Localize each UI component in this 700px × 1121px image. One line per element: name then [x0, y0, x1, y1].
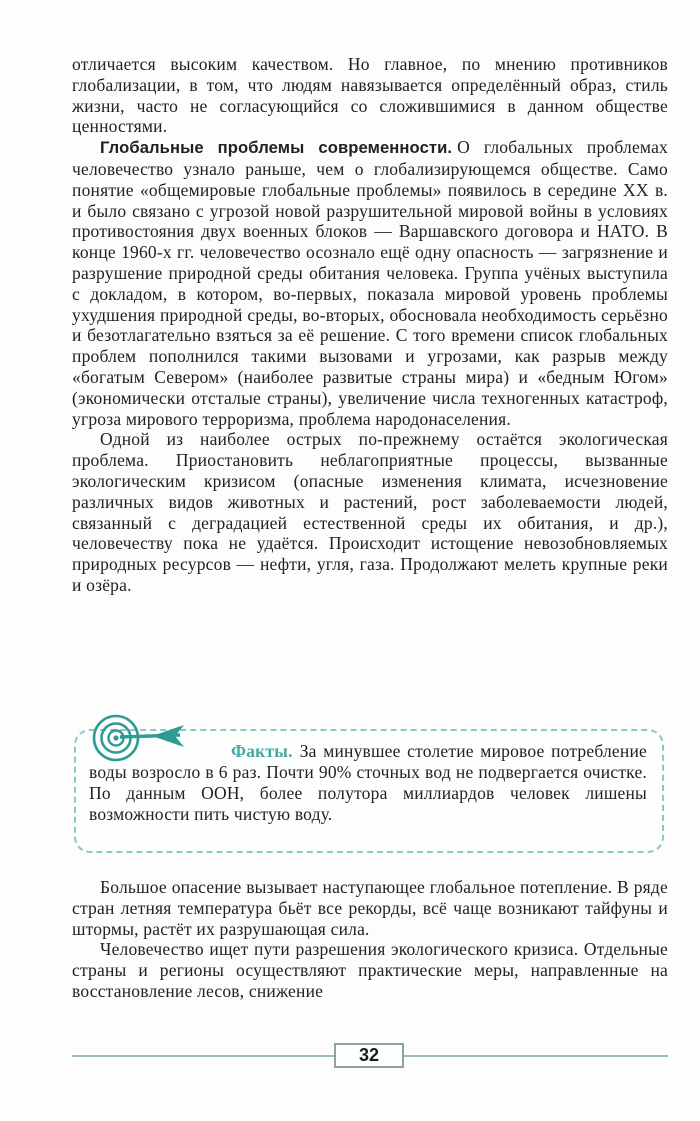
paragraph-ecology: Одной из наиболее острых по-прежнему остаётся экологическая проблема. Приостановить неблагоприятные процессы, вызванные экологическим кризисом (опасные изменения климата, исчезновение различных видов животных и растений, рост заболеваемости людей, связанный с деградацией естественной среды их обитания, и др.), человечеству пока не удаётся. Происходит истощение невозобновляемых природных ресурсов — нефти, угля, газа. Продолжают мелеть крупные реки и озёра. [72, 429, 668, 595]
paragraph-continuation: отличается высоким качеством. Но главное, по мнению противников глобализации, в том, что людям навязывается определённый образ, стиль жизни, часто не согласующийся со сложившимися в данном обществе ценностями. [72, 54, 668, 137]
page-number: 32 [334, 1043, 404, 1068]
paragraph-global-text: О глобальных проблемах человечество узнало раньше, чем о глобализирующемся обществе. Само понятие «общемировые глобальные проблемы» появилось в середине XX в. и было связано с угрозой новой разрушительной мировой войны в условиях противостояния двух военных блоков — Варшавского договора и НАТО. В конце 1960-х гг. человечество осознало ещё одну опасность — загрязнение и разрушение природной среды обитания человека. Группа учёных выступила с докладом, в котором, во-первых, показала мировой уровень проблемы ухудшения природной среды, во-вторых, обосновала необходимость серьёзно и безотлагательно взяться за её решение. С того времени список глобальных проблем пополнился такими вызовами и угрозами, как разрыв между «богатым Севером» (наиболее развитые страны мира) и «бедным Югом» (экономически отсталые страны), увеличение числа техногенных катастроф, угроза мирового терроризма, проблема народонаселения. [72, 137, 668, 429]
facts-text: За минувшее столетие мировое потребление воды возросло в 6 раз. Почти 90% сточных вод не подвергается очистке. По данным ООН, более полутора миллиардов человек лишены возможности пить чистую воду. [89, 741, 647, 824]
facts-box [74, 729, 664, 853]
paragraph-crisis-solutions: Человечество ищет пути разрешения экологического кризиса. Отдельные страны и регионы осуществляют практические меры, направленные на восстановление лесов, снижение [72, 939, 668, 1001]
target-arrow-icon [88, 709, 214, 767]
paragraph-global-warming: Большое опасение вызывает наступающее глобальное потепление. В ряде стран летняя температура бьёт все рекорды, всё чаще возникают тайфуны и штормы, растёт их разрушающая сила. [72, 877, 668, 939]
inline-heading-global-problems: Глобальные проблемы современности. [100, 138, 453, 158]
paragraph-global-problems [72, 137, 668, 429]
main-text-lower [72, 877, 668, 1002]
main-text-upper [72, 54, 668, 596]
facts-label: Факты. [231, 741, 293, 761]
